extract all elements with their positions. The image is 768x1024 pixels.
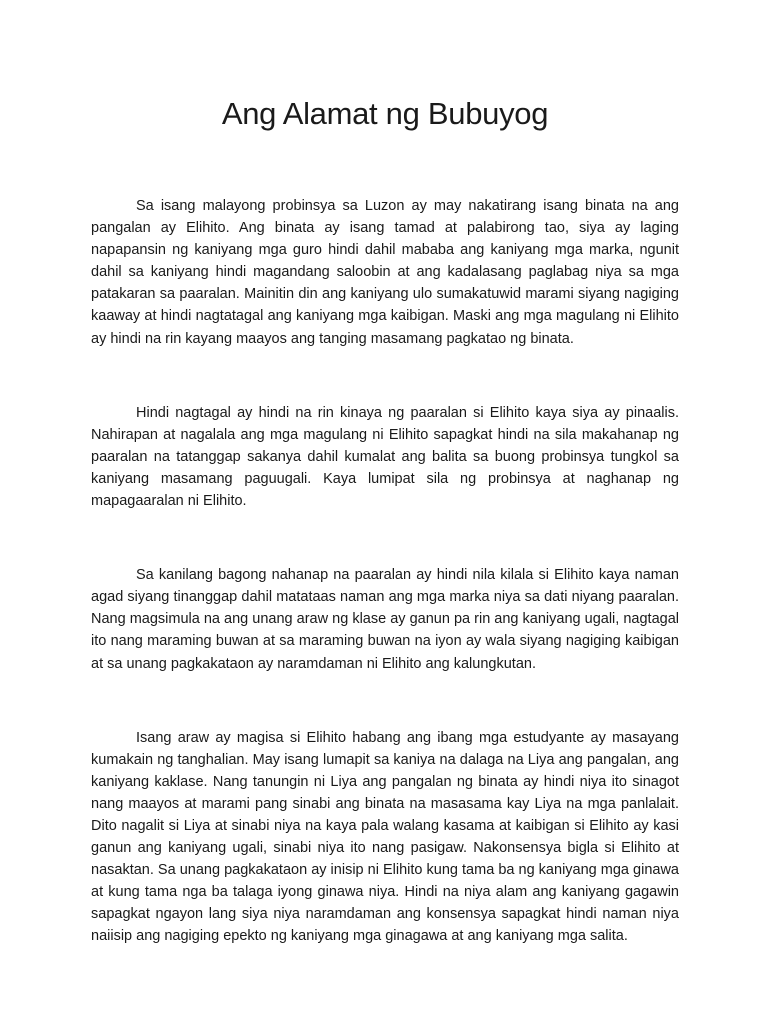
paragraph-spacer [91, 675, 679, 727]
paragraph-4: Isang araw ay magisa si Elihito habang ang ibang mga estudyante ay masayang kumakain ng tanghalian. May isang lumapit sa kaniya na dalaga na Liya ang pangalan, ang kaniyang kaklase. Nang tanungin ni Liya ang pangalan ng binata ay hindi niya ito sinagot nang maayos at marami pang sinabi ang binata na masasama kay Liya na mga panlalait. Dito nagalit si Liya at sinabi niya na kaya pala walang kasama at kaibigan si Elihito ay kasi ganun ang kaniyang ugali, sinabi niya ito nang pasigaw. Nakonsensya bigla si Elihito at nasaktan. Sa unang pagkakataon ay inisip ni Elihito kung tama ba ng kaniyang mga ginawa at kung tama nga ba talaga iyong ginawa niya. Hindi na niya alam ang kaniyang gagawin sapagkat ngayon lang siya niya naramdaman ang konsensya sapagkat hindi naman niya naiisip ang nagiging epekto ng kaniyang mga ginagawa at ang kaniyang mga salita. [91, 729, 679, 945]
paragraph-spacer [91, 350, 679, 402]
paragraph-2: Hindi nagtagal ay hindi na rin kinaya ng paaralan si Elihito kaya siya ay pinaalis. Nahirapan at nagalala ang mga magulang ni Elihito sapagkat hindi na sila makahanap ng paaralan na tatanggap sakanya dahil kumalat ang balita sa buong probinsya tungkol sa kaniyang masamang paguugali. Kaya lumipat sila ng probinsya at naghanap ng mapagaaralan ni Elihito. [91, 404, 679, 510]
paragraph-1: Sa isang malayong probinsya sa Luzon ay may nakatirang isang binata na ang pangalan ay Elihito. Ang binata ay isang tamad at palabirong tao, siya ay laging napapansin ng kaniyang mga guro hindi dahil mababa ang kaniyang mga marka, ngunit dahil sa kaniyang hindi magandang saloobin at ang kadalasang paglabag niya sa mga patakaran sa paaralan. Mainitin din ang kaniyang ulo sumakatuwid marami siyang nagiging kaaway at hindi nagtatagal ang kaniyang mga kaibigan. Maski ang mga magulang ni Elihito ay hindi na rin kayang maayos ang tanging masamang pagkatao ng binata. [91, 198, 679, 347]
paragraph-3: Sa kanilang bagong nahanap na paaralan ay hindi nila kilala si Elihito kaya naman agad siyang tinanggap dahil matataas naman ang mga marka niya sa dati niyang paaralan. Nang magsimula na ang unang araw ng klase ay ganun pa rin ang kaniyang ugali, nagtagal ito nang maraming buwan at sa maraming buwan na iyon ay wala siyang nagiging kaibigan at sa unang pagkakataon ay naramdaman ni Elihito ang kalungkutan. [91, 567, 679, 672]
document-title: Ang Alamat ng Bubuyog [221, 96, 549, 131]
paragraph-spacer [91, 512, 679, 564]
